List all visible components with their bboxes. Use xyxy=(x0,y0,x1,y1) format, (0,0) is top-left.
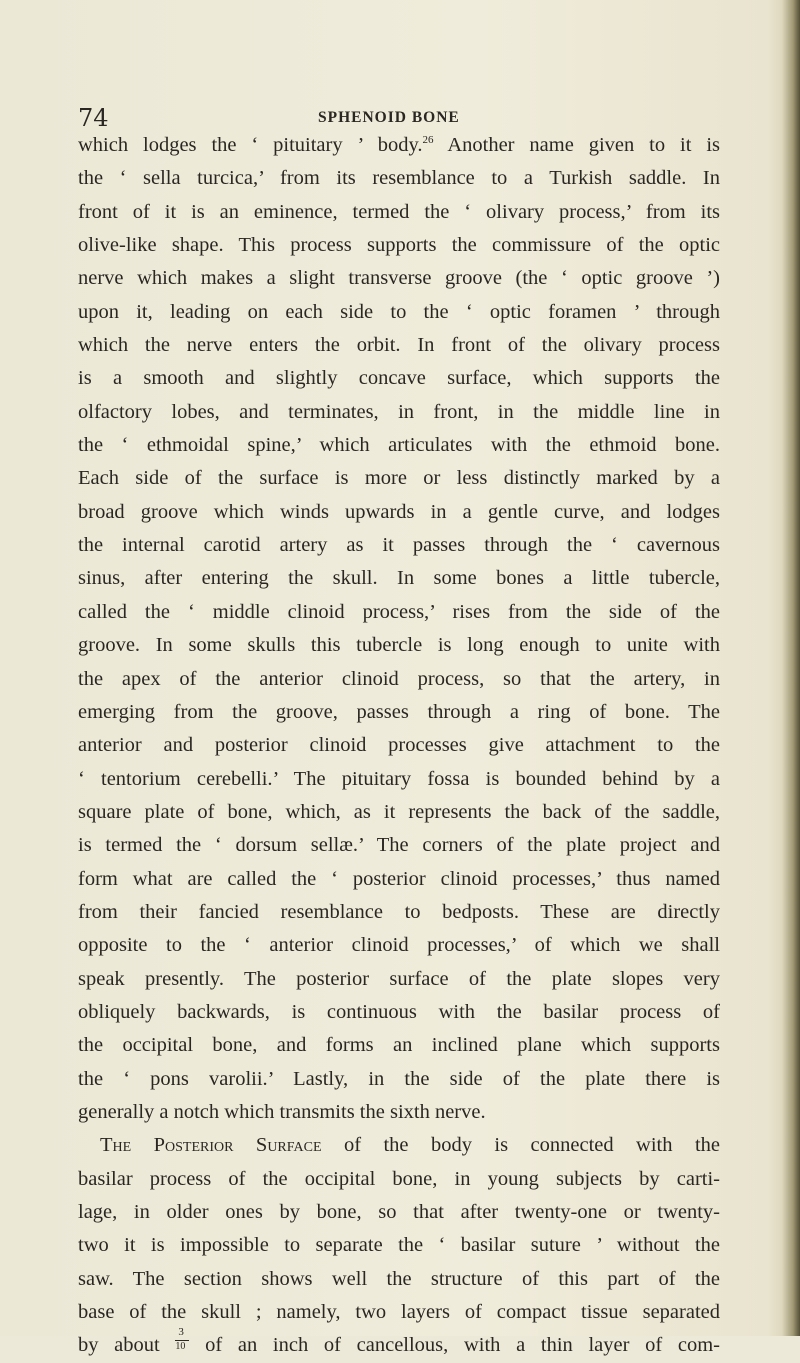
text-line: the ‘ sella turcica,’ from its resemblance to a Turkish saddle. In xyxy=(78,167,720,190)
text-line: generally a notch which transmits the sixth nerve. xyxy=(78,1100,486,1123)
text-line: square plate of bone, which, as it represents the back of the saddle, xyxy=(78,800,720,823)
text-line: base of the skull ; namely, two layers of compact tissue separated xyxy=(78,1301,720,1324)
text-line: saw. The section shows well the structure of this part of the xyxy=(78,1267,720,1290)
text-line: from their fancied resemblance to bedposts. These are directly xyxy=(78,900,720,923)
text-line: upon it, leading on each side to the ‘ optic foramen ’ through xyxy=(78,300,720,323)
fraction-denominator: 10 xyxy=(175,1341,186,1353)
running-head: SPHENOID BONE xyxy=(318,109,460,126)
text-line: The Posterior Surface of the body is connected with the xyxy=(100,1134,720,1157)
text-line: form what are called the ‘ posterior clinoid processes,’ thus named xyxy=(78,867,720,890)
text-line: ‘ tentorium cerebelli.’ The pituitary fossa is bounded behind by a xyxy=(78,767,720,790)
text-line: the internal carotid artery as it passes through the ‘ cavernous xyxy=(78,534,720,557)
page-number: 74 xyxy=(78,104,109,132)
text-line: by about $\frac{3}{10}$ of an inch of cancellous, with a thin layer of com- xyxy=(78,1326,720,1357)
text-line: is a smooth and slightly concave surface, which supports the xyxy=(78,367,720,390)
text-line: Each side of the surface is more or less distinctly marked by a xyxy=(78,467,720,490)
text-line: sinus, after entering the skull. In some bones a little tubercle, xyxy=(78,567,720,590)
text-line: basilar process of the occipital bone, in young subjects by carti- xyxy=(78,1167,720,1190)
fraction-numerator: 3 xyxy=(178,1326,184,1339)
text-line: nerve which makes a slight transverse groove (the ‘ optic groove ’) xyxy=(78,267,720,290)
text-line: olfactory lobes, and terminates, in front, in the middle line in xyxy=(78,400,720,423)
text-line: front of it is an eminence, termed the ‘ olivary process,’ from its xyxy=(78,200,720,223)
small-caps-heading: The Posterior Surface xyxy=(100,1134,322,1157)
footnote-ref: 26 xyxy=(422,134,434,146)
text-line: is termed the ‘ dorsum sellæ.’ The corners of the plate project and xyxy=(78,834,720,857)
text-line: which lodges the ‘ pituitary ’ body.$^{26}$ Another name given to it is xyxy=(78,134,720,156)
text-line: the ‘ ethmoidal spine,’ which articulates with the ethmoid bone. xyxy=(78,434,720,457)
text-line: lage, in older ones by bone, so that after twenty-one or twenty- xyxy=(78,1201,720,1223)
text-line: obliquely backwards, is continuous with the basilar process of xyxy=(78,1000,720,1023)
text-line: anterior and posterior clinoid processes give attachment to the xyxy=(78,734,720,757)
text-line: which the nerve enters the orbit. In front of the olivary process xyxy=(78,334,720,357)
text-line: olive-like shape. This process supports the commissure of the optic xyxy=(78,234,720,257)
text-line: the occipital bone, and forms an inclined plane which supports xyxy=(78,1034,720,1057)
text-line: broad groove which winds upwards in a gentle curve, and lodges xyxy=(78,500,720,523)
text-line: opposite to the ‘ anterior clinoid processes,’ of which we shall xyxy=(78,934,720,957)
fraction xyxy=(175,1326,189,1353)
text-line: speak presently. The posterior surface of the plate slopes very xyxy=(78,967,720,990)
body-text xyxy=(78,129,720,1363)
text-line: groove. In some skulls this tubercle is long enough to unite with xyxy=(78,634,720,657)
text-line: emerging from the groove, passes through a ring of bone. The xyxy=(78,700,720,723)
text-line: the apex of the anterior clinoid process, so that the artery, in xyxy=(78,667,720,690)
page-edge-shadow xyxy=(782,0,800,1336)
text-line: the ‘ pons varolii.’ Lastly, in the side of the plate there is xyxy=(78,1067,720,1090)
text-line: called the ‘ middle clinoid process,’ rises from the side of the xyxy=(78,600,720,623)
text-line: two it is impossible to separate the ‘ basilar suture ’ without the xyxy=(78,1234,720,1257)
